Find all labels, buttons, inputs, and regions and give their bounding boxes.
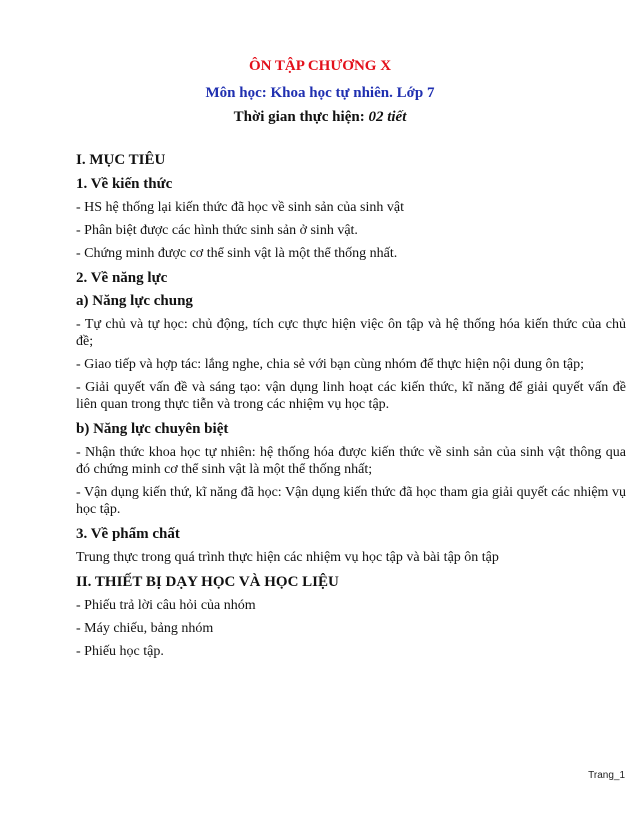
section-heading-objectives: I. MỤC TIÊU [76,152,166,168]
subheading-quality: 3. Về phẩm chất [76,526,180,542]
list-item: - Giải quyết vấn đề và sáng tạo: vận dụng linh hoạt các kiến thức, kĩ năng để giải quyết vấn đề liên quan trong thực tiễn và trong các nhiệm vụ học tập. [76,380,626,412]
list-item: - Phiếu trả lời câu hỏi của nhóm [76,598,256,613]
document-body [76,150,626,666]
subheading-general-competence: a) Năng lực chung [76,293,193,309]
list-item: - HS hệ thống lại kiến thức đã học về sinh sản của sinh vật [76,200,404,215]
document-title: ÔN TẬP CHƯƠNG X [248,58,392,74]
list-item: - Chứng minh được cơ thể sinh vật là một thể thống nhất. [76,246,398,261]
section-heading-equipment: II. THIẾT BỊ DẠY HỌC VÀ HỌC LIỆU [76,574,339,590]
list-item: - Nhận thức khoa học tự nhiên: hệ thống hóa được kiến thức về sinh sản của sinh vật thông qua đó chứng minh cơ thể sinh vật là một thể thống nhất; [76,445,626,477]
list-item: - Máy chiếu, bảng nhóm [76,621,214,636]
subheading-competence: 2. Về năng lực [76,270,168,286]
document-header [0,56,640,127]
subject-line: Môn học: Khoa học tự nhiên. Lớp 7 [205,85,435,101]
list-item: - Vận dụng kiến thứ, kĩ năng đã học: Vận dụng kiến thức đã học tham gia giải quyết các nhiệm vụ học tập. [76,485,626,517]
list-item: - Tự chủ và tự học: chủ động, tích cực thực hiện việc ôn tập và hệ thống hóa kiến thức của chủ đề; [76,317,626,349]
list-item: - Giao tiếp và hợp tác: lắng nghe, chia sẻ với bạn cùng nhóm để thực hiện nội dung ôn tập; [76,357,584,372]
list-item: - Phân biệt được các hình thức sinh sản ở sinh vật. [76,223,358,238]
duration-line [0,107,640,127]
subheading-specific-competence: b) Năng lực chuyên biệt [76,421,229,437]
duration-label: Thời gian thực hiện: [233,109,369,125]
duration-value: 02 tiết [368,109,407,125]
subheading-knowledge: 1. Về kiến thức [76,176,173,192]
page-number: Trang_1 [588,770,625,781]
quality-text: Trung thực trong quá trình thực hiện các nhiệm vụ học tập và bài tập ôn tập [76,550,499,565]
list-item: - Phiếu học tập. [76,644,164,659]
